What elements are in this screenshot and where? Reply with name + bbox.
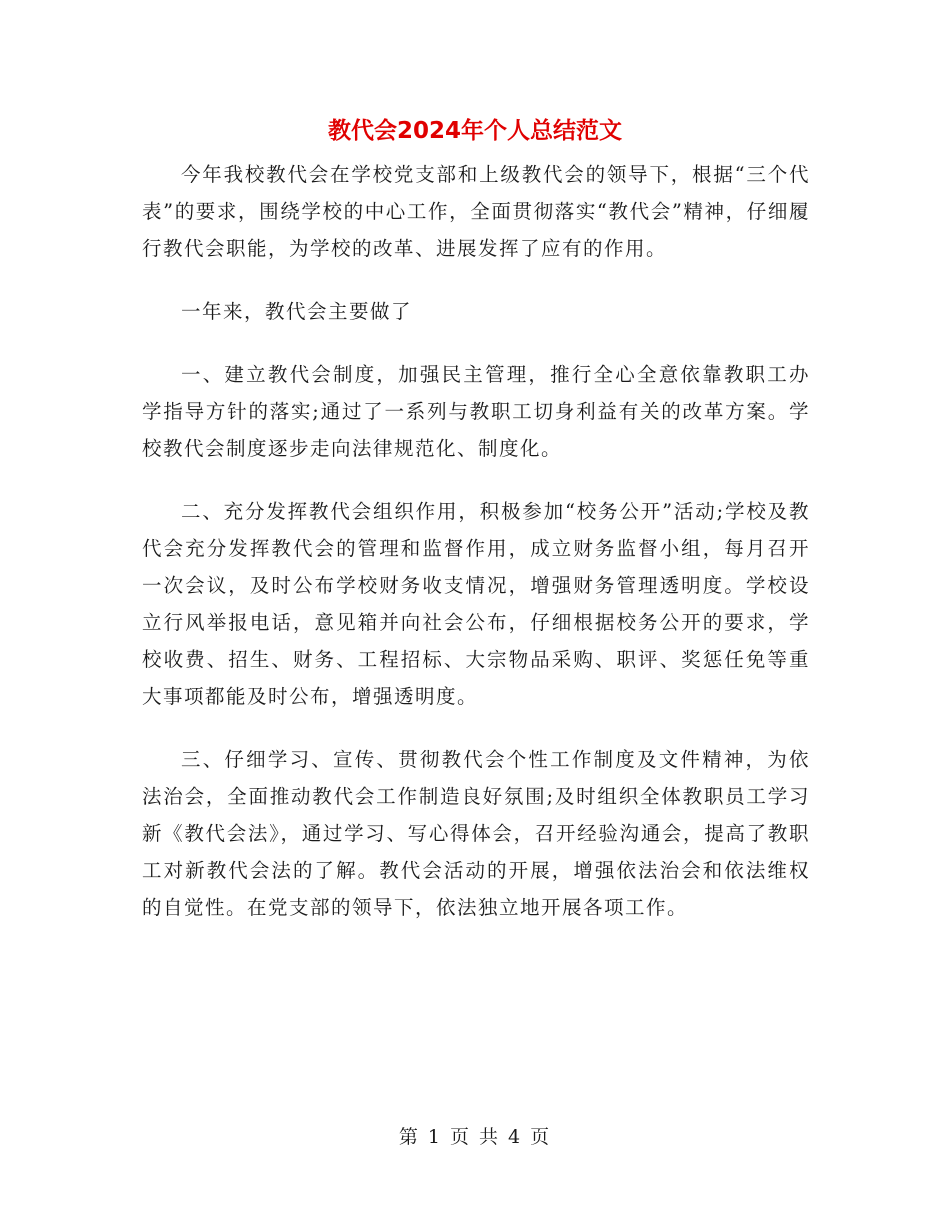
paragraph-item-3: 三、仔细学习、宣传、贯彻教代会个性工作制度及文件精神，为依法治会，全面推动教代会工作制造良好氛围;及时组织全体教职员工学习新《教代会法》，通过学习、写心得体会，召开经验沟通会，提高了教职工对新教代会法的了解。教代会活动的开展，增强依法治会和依法维权的自觉性。在党支部的领导下，依法独立地开展各项工作。 xyxy=(142,748,810,919)
page-footer: 第 1 页 共 4 页 xyxy=(398,1126,552,1148)
document-title: 教代会2024年个人总结范文 xyxy=(327,118,622,144)
paragraph-item-2: 二、充分发挥教代会组织作用，积极参加“校务公开”活动;学校及教代会充分发挥教代会的管理和监督作用，成立财务监督小组，每月召开一次会议，及时公布学校财务收支情况，增强财务管理透明度。学校设立行风举报电话，意见箱并向社会公布，仔细根据校务公开的要求，学校收费、招生、财务、工程招标、大宗物品采购、职评、奖惩任免等重大事项都能及时公布，增强透明度。 xyxy=(142,500,810,708)
paragraph-item-1: 一、建立教代会制度，加强民主管理，推行全心全意依靠教职工办学指导方针的落实;通过了一系列与教职工切身利益有关的改革方案。学校教代会制度逐步走向法律规范化、制度化。 xyxy=(142,363,810,460)
paragraph-summary-lead: 一年来，教代会主要做了 xyxy=(181,300,413,323)
paragraph-intro: 今年我校教代会在学校党支部和上级教代会的领导下，根据“三个代表”的要求，围绕学校的中心工作，全面贯彻落实“教代会”精神，仔细履行教代会职能，为学校的改革、进展发挥了应有的作用。 xyxy=(142,163,810,260)
document-body xyxy=(142,156,810,952)
